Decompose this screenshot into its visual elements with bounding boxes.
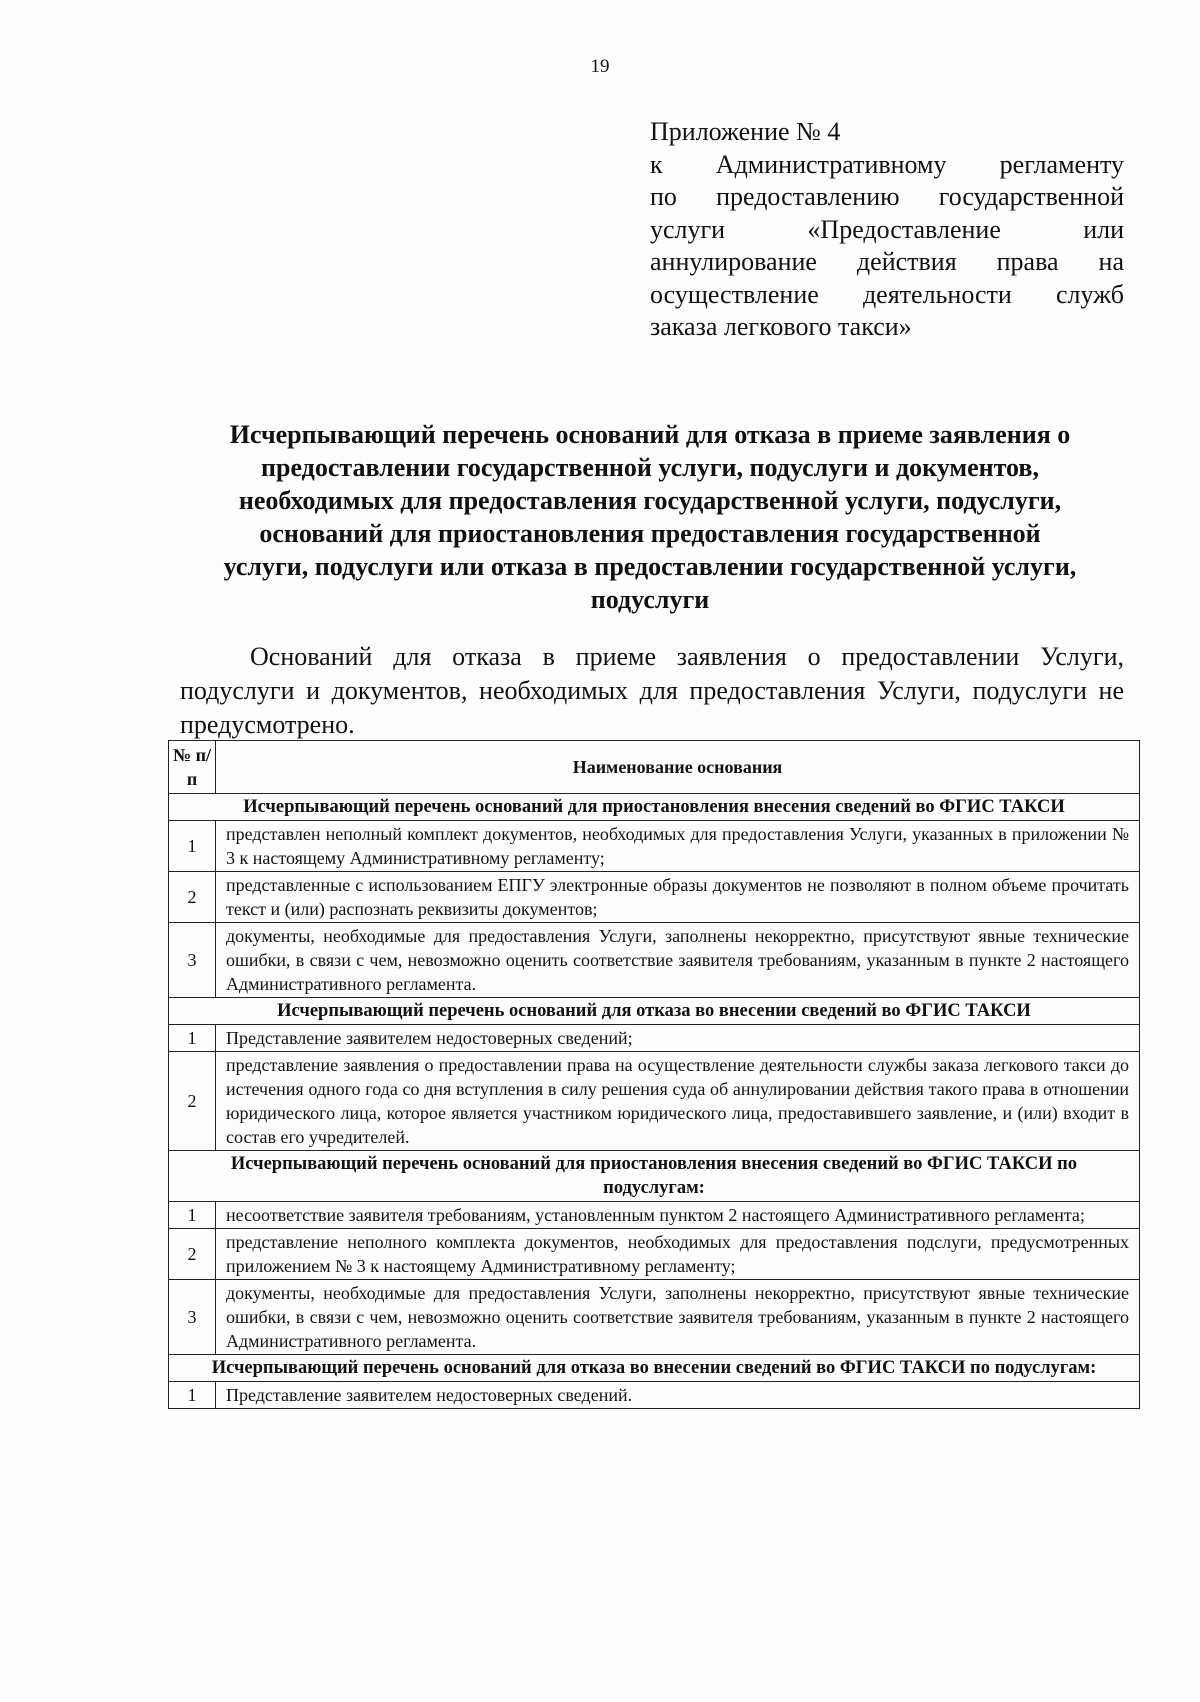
row-number: 1 [169,1382,216,1409]
table-row [169,1025,1140,1052]
section-row [169,794,1140,821]
row-number: 3 [169,1280,216,1355]
row-text: представление заявления о предоставлении права на осуществление деятельности службы заказа легкового такси до истечения одного года со дня вступления в силу решения суда об аннулировании действия такого права в отношении юридического лица, которое является участником юридического лица, предоставившего заявление, и (или) входит в состав его учредителей. [216,1052,1140,1151]
heading-line: Исчерпывающий перечень оснований для отказа в приеме заявления о [229,420,1071,449]
section-row [169,1151,1140,1202]
heading-line: подуслуги [590,585,710,614]
intro-paragraph: Оснований для отказа в приеме заявления о предоставлении Услуги, подуслуги и документов, необходимых для предоставления Услуги, подуслуги не предусмотрено. [180,642,1124,739]
appendix-line: заказа легкового такси» [650,312,912,341]
section-title: Исчерпывающий перечень оснований для приостановления внесения сведений во ФГИС ТАКСИ по подуслугам: [169,1151,1140,1202]
appendix-line: Приложение № 4 [650,117,841,146]
section-row [169,1355,1140,1382]
table-row [169,1382,1140,1409]
table-row [169,1280,1140,1355]
header-name: Наименование основания [216,741,1140,794]
heading-line: предоставлении государственной услуги, подуслуги и документов, [261,453,1039,482]
row-number: 1 [169,1202,216,1229]
table-row [169,1052,1140,1151]
row-text: документы, необходимые для предоставления Услуги, заполнены некорректно, присутствуют явные технические ошибки, в связи с чем, невозможно оценить соответствие заявителя требованиям, указанным в пункте 2 настоящего Административного регламента. [216,1280,1140,1355]
table-row [169,821,1140,872]
document-heading [160,418,1140,616]
section-title: Исчерпывающий перечень оснований для отказа во внесении сведений во ФГИС ТАКСИ [169,998,1140,1025]
appendix-block [650,116,1124,344]
row-number: 1 [169,1025,216,1052]
heading-line: оснований для приостановления предоставления государственной [259,519,1041,548]
table-header-row [169,741,1140,794]
heading-line: услуги, подуслуги или отказа в предоставлении государственной услуги, [223,552,1077,581]
row-number: 2 [169,1052,216,1151]
row-number: 1 [169,821,216,872]
appendix-line: осуществление деятельности служб [650,279,1124,309]
row-number: 2 [169,872,216,923]
header-num: № п/п [169,741,216,794]
row-number: 3 [169,923,216,998]
section-title: Исчерпывающий перечень оснований для приостановления внесения сведений во ФГИС ТАКСИ [169,794,1140,821]
section-title: Исчерпывающий перечень оснований для отказа во внесении сведений во ФГИС ТАКСИ по подуслугам: [169,1355,1140,1382]
row-text: представлен неполный комплект документов, необходимых для предоставления Услуги, указанных в приложении № 3 к настоящему Административному регламенту; [216,821,1140,872]
row-text: представленные с использованием ЕПГУ электронные образы документов не позволяют в полном объеме прочитать текст и (или) распознать реквизиты документов; [216,872,1140,923]
row-text: документы, необходимые для предоставления Услуги, заполнены некорректно, присутствуют явные технические ошибки, в связи с чем, невозможно оценить соответствие заявителя требованиям, указанным в пункте 2 настоящего Административного регламента. [216,923,1140,998]
appendix-line: услуги «Предоставление или [650,214,1124,244]
heading-line: необходимых для предоставления государственной услуги, подуслуги, [238,486,1062,515]
table-row [169,923,1140,998]
row-text: несоответствие заявителя требованиям, установленным пунктом 2 настоящего Административного регламента; [216,1202,1140,1229]
appendix-line: аннулирование действия права на [650,247,1124,276]
row-text: Представление заявителем недостоверных сведений. [216,1382,1140,1409]
table-row [169,872,1140,923]
page-number: 19 [590,56,610,77]
table-row [169,1202,1140,1229]
appendix-line: по предоставлению государственной [650,182,1124,211]
row-text: представление неполного комплекта документов, необходимых для предоставления подслуги, предусмотренных приложением № 3 к настоящему Административному регламенту; [216,1229,1140,1280]
row-text: Представление заявителем недостоверных сведений; [216,1025,1140,1052]
grounds-table [168,740,1140,1409]
table-row [169,1229,1140,1280]
row-number: 2 [169,1229,216,1280]
appendix-line: к Административному регламенту [650,149,1124,179]
section-row [169,998,1140,1025]
